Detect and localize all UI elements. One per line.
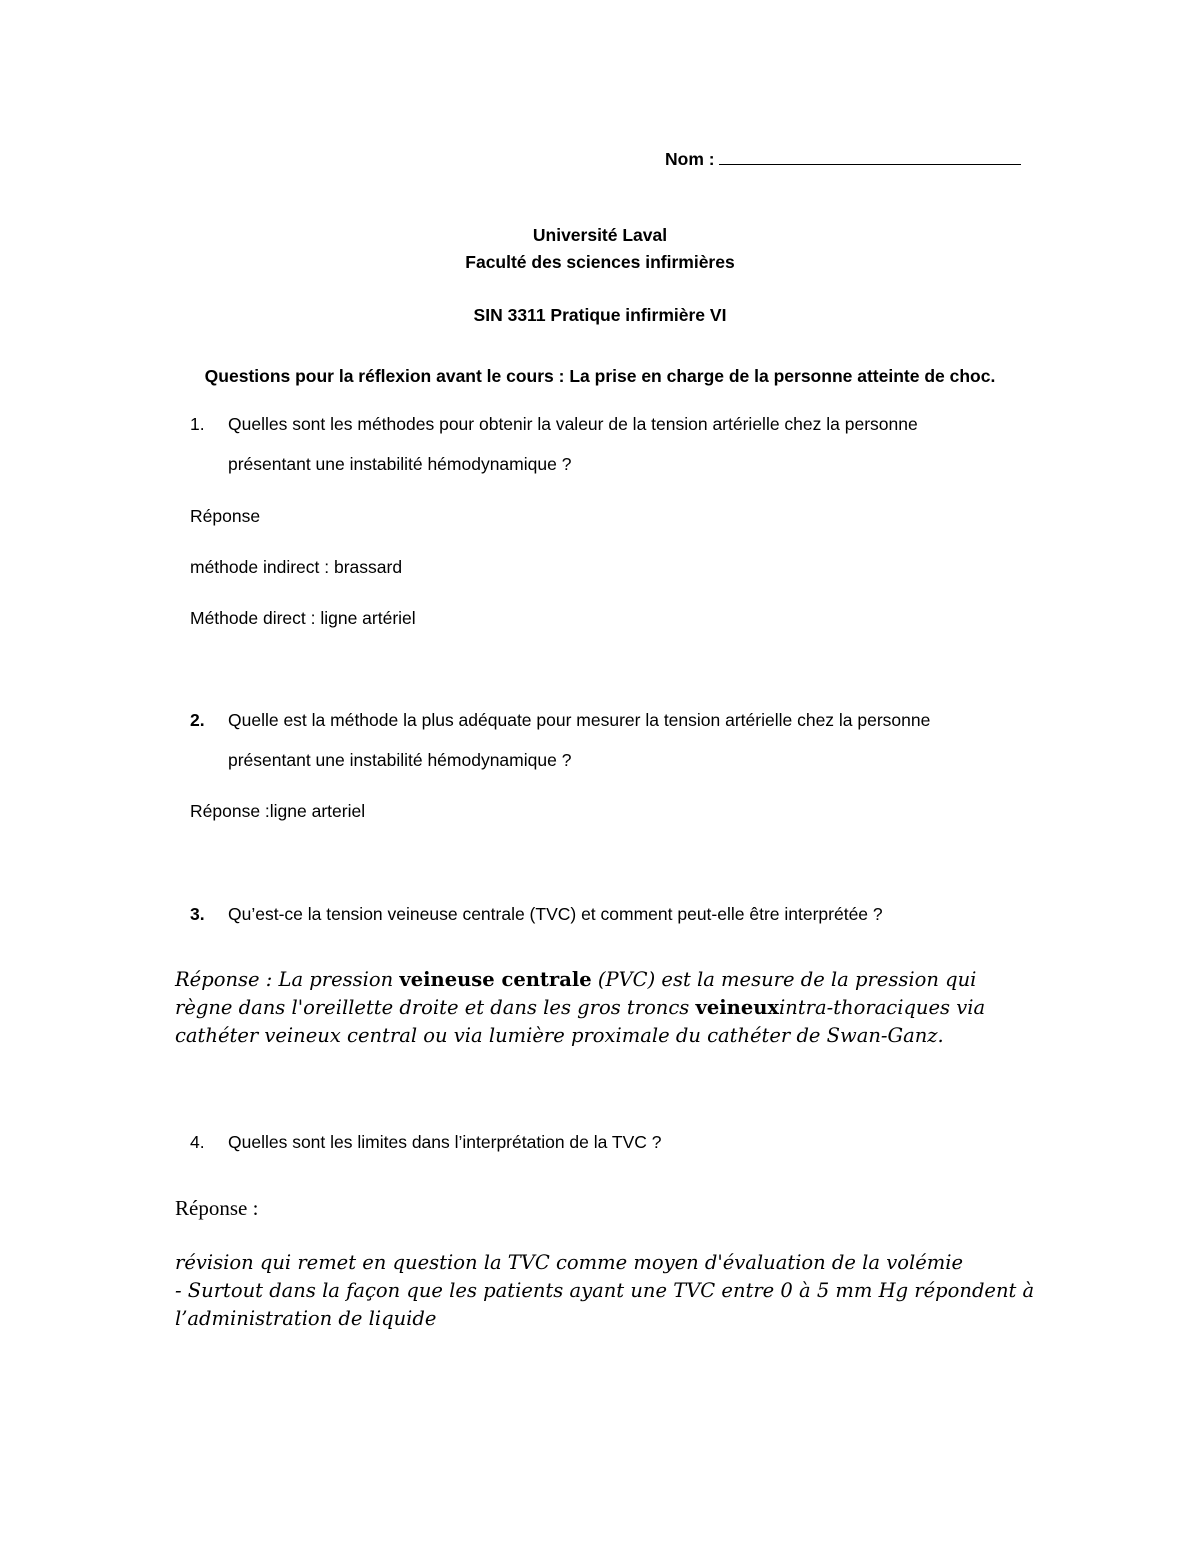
question-3	[190, 904, 883, 925]
question-2-text-line2: présentant une instabilité hémodynamique ?	[228, 750, 572, 770]
course-title: SIN 3311 Pratique infirmière VI	[473, 305, 727, 325]
answer-3-part1: Réponse : La pression	[175, 968, 400, 991]
answer-3-part3: intra-thoraciques via cathéter veineux central ou via lumière proximale du cathéter de Swan-Ganz.	[175, 996, 986, 1047]
answer-4-line1: révision qui remet en question la TVC comme moyen d'évaluation de la volémie	[175, 1251, 964, 1274]
faculty-name: Faculté des sciences infirmières	[465, 252, 735, 272]
question-1-number: 1.	[190, 414, 205, 434]
question-2-text-line1: Quelle est la méthode la plus adéquate pour mesurer la tension artérielle chez la personne	[228, 710, 931, 730]
question-3-number: 3.	[190, 904, 205, 924]
question-3-text: Qu’est-ce la tension veineuse centrale (TVC) et comment peut-elle être interprétée ?	[228, 904, 883, 924]
answer-3-bold1: veineuse centrale	[399, 968, 592, 991]
question-4-text: Quelles sont les limites dans l’interprétation de la TVC ?	[228, 1132, 662, 1152]
answer-3-bold2: veineux	[695, 996, 780, 1019]
questions-heading: Questions pour la réflexion avant le cours : La prise en charge de la personne atteinte de choc.	[204, 366, 996, 386]
question-4-number: 4.	[190, 1132, 205, 1152]
answer-1-line2: Méthode direct : ligne artériel	[190, 608, 416, 628]
university-name: Université Laval	[532, 225, 668, 245]
question-4	[190, 1132, 662, 1153]
answer-4-line2: - Surtout dans la façon que les patients ayant une TVC entre 0 à 5 mm Hg répondent à	[175, 1279, 1035, 1302]
name-blank-line	[719, 146, 1021, 165]
answer-1-label: Réponse	[190, 506, 261, 526]
answer-1-line1: méthode indirect : brassard	[190, 557, 403, 577]
name-label: Nom :	[665, 149, 715, 169]
name-field	[665, 146, 1021, 170]
question-1-text-line2: présentant une instabilité hémodynamique ?	[228, 454, 572, 474]
answer-3	[175, 966, 1035, 1050]
answer-4-label: Réponse :	[175, 1196, 259, 1220]
question-2-number: 2.	[190, 710, 205, 730]
question-1-text-line1: Quelles sont les méthodes pour obtenir la valeur de la tension artérielle chez la personne	[228, 414, 918, 434]
question-2	[190, 710, 930, 731]
answer-2: Réponse :ligne arteriel	[190, 801, 366, 821]
answer-4-line3: l’administration de liquide	[175, 1307, 437, 1330]
question-1	[190, 414, 918, 435]
answer-3-part2: (PVC) est la mesure de la pression qui règne dans l'oreillette droite et dans les gros troncs	[175, 968, 977, 1019]
